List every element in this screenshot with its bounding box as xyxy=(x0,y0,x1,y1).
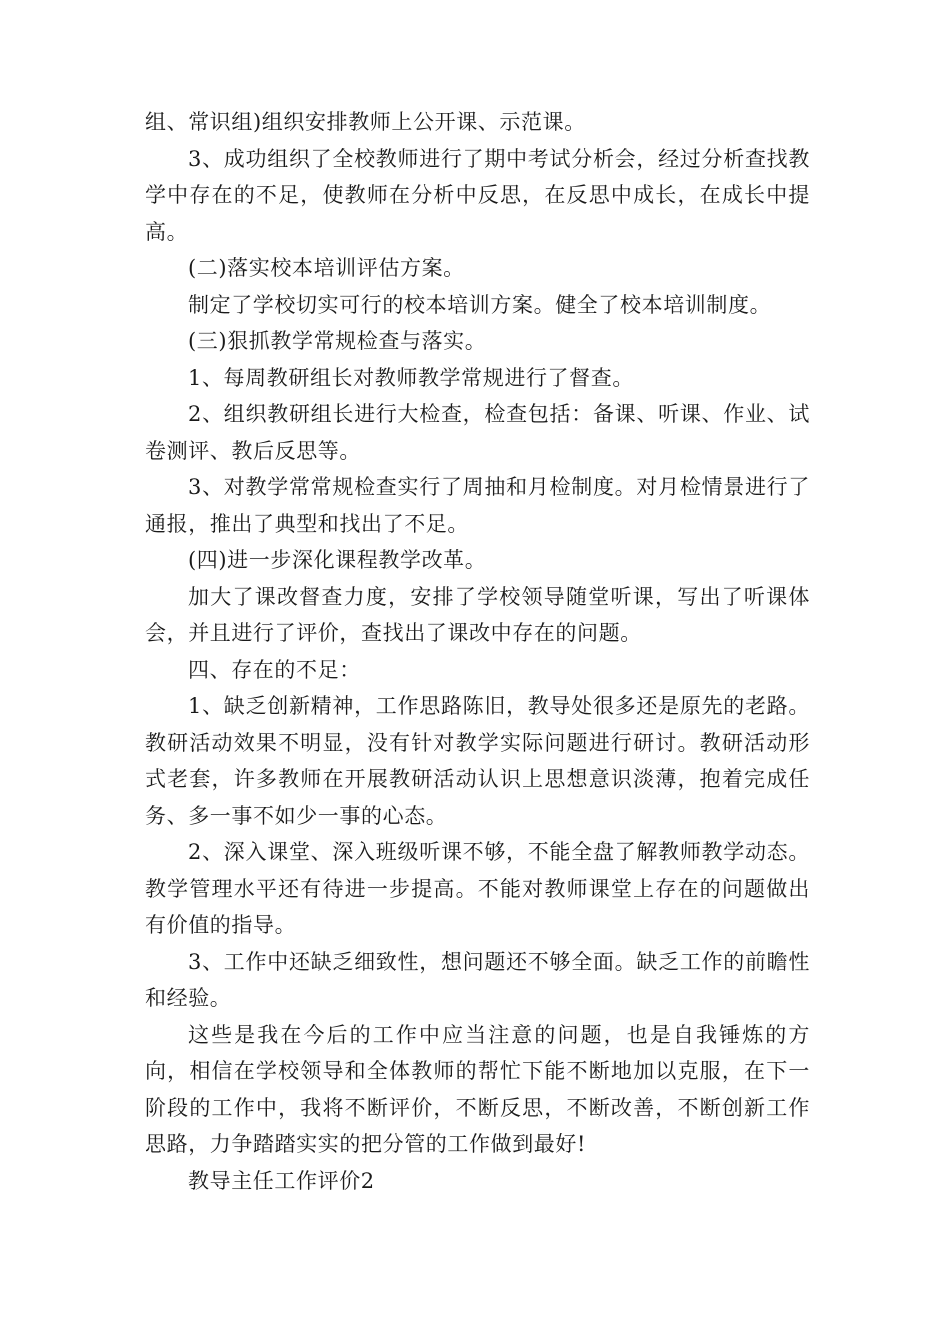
paragraph-item-2-inspection: 2、组织教研组长进行大检查，检查包括：备课、听课、作业、试卷测评、教后反思等。 xyxy=(145,402,810,463)
section-heading-4: (四)进一步深化课程教学改革。 xyxy=(188,548,487,572)
section-heading-3: (三)狠抓教学常规检查与落实。 xyxy=(188,329,487,353)
section-heading-shortcomings: 四、存在的不足： xyxy=(188,657,361,682)
section-heading-2: (二)落实校本培训评估方案。 xyxy=(188,256,465,280)
paragraph-shortcoming-1: 1、缺乏创新精神，工作思路陈旧，教导处很多还是原先的老路。教研活动效果不明显，没有针对教学实际问题进行研讨。教研活动形式老套，许多教师在开展教研活动认识上思想意识淡薄，抱着完成任务、多一事不如少一事的心态。 xyxy=(145,694,810,828)
paragraph-item-3-monthly-check: 3、对教学常常规检查实行了周抽和月检制度。对月检情景进行了通报，推出了典型和找出了不足。 xyxy=(145,475,810,536)
paragraph-item-1-weekly-check: 1、每周教研组长对教师教学常规进行了督查。 xyxy=(188,365,634,390)
next-document-title: 教导主任工作评价2 xyxy=(188,1168,375,1193)
paragraph-shortcoming-3: 3、工作中还缺乏细致性，想问题还不够全面。缺乏工作的前瞻性和经验。 xyxy=(145,949,810,1010)
paragraph-item-3-exam-analysis: 3、成功组织了全校教师进行了期中考试分析会，经过分析查找教学中存在的不足，使教师在分析中反思，在反思中成长，在成长中提高。 xyxy=(145,146,810,244)
paragraph-shortcoming-2: 2、深入课堂、深入班级听课不够，不能全盘了解教师教学动态。教学管理水平还有待进一步提高。不能对教师课堂上存在的问题做出有价值的指导。 xyxy=(145,840,810,937)
paragraph-conclusion: 这些是我在今后的工作中应当注意的问题，也是自我锤炼的方向，相信在学校领导和全体教师的帮忙下能不断地加以克服，在下一阶段的工作中，我将不断评价，不断反思，不断改善，不断创新工作思路，力争踏踏实实的把分管的工作做到最好! xyxy=(145,1022,810,1156)
paragraph-training-plan: 制定了学校切实可行的校本培训方案。健全了校本培训制度。 xyxy=(188,292,772,317)
paragraph-curriculum-reform: 加大了课改督查力度，安排了学校领导随堂听课，写出了听课体会，并且进行了评价，查找出了课改中存在的问题。 xyxy=(145,584,810,645)
paragraph-continuation: 组、常识组)组织安排教师上公开课、示范课。 xyxy=(145,110,586,134)
document-body xyxy=(145,104,810,1199)
